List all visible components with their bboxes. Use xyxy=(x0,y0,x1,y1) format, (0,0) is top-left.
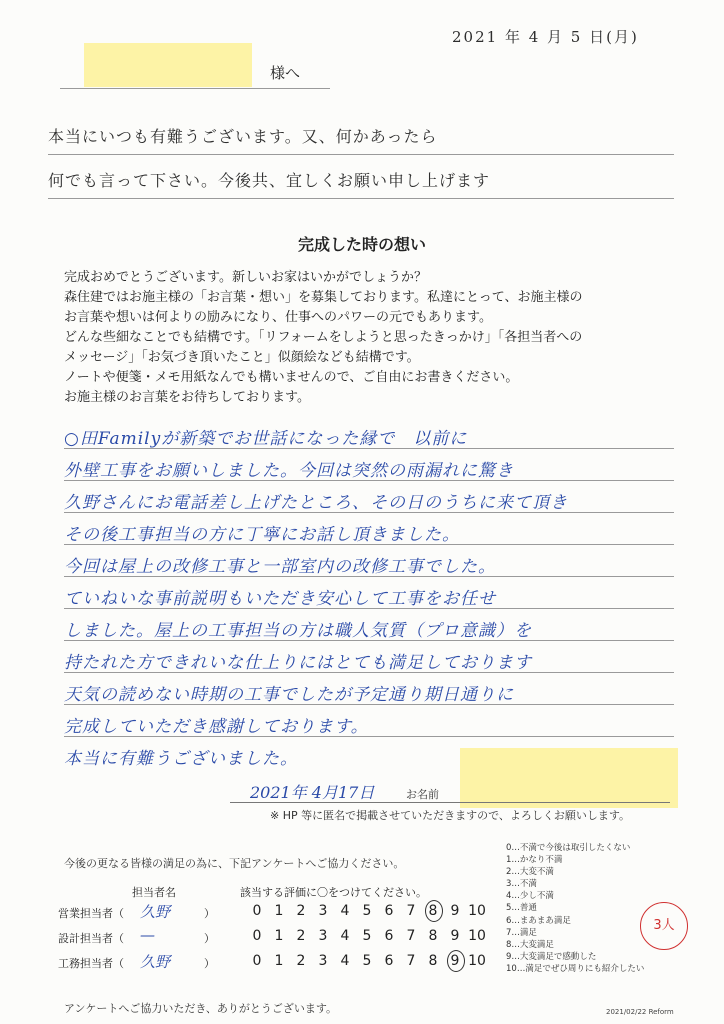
rule-line xyxy=(48,198,674,199)
survey-row xyxy=(58,903,486,925)
legend-item: 6…まあまあ満足 xyxy=(506,915,571,926)
score-option[interactable]: 4 xyxy=(340,953,350,969)
signature-name-redaction xyxy=(460,748,678,808)
rule-line xyxy=(48,154,674,155)
legend-item: 8…大変満足 xyxy=(506,939,554,950)
paragraph-line: ノートや便箋・メモ用紙なんでも構いませんので、ご自由にお書きください。 xyxy=(64,370,519,385)
score-option[interactable]: 3 xyxy=(318,953,328,969)
score-option[interactable]: 4 xyxy=(340,928,350,944)
score-option[interactable]: 7 xyxy=(406,953,416,969)
message-line: ○田Familyが新築でお世話になった縁で 以前に xyxy=(64,429,468,449)
score-scale xyxy=(246,928,488,944)
recipient-underline xyxy=(60,88,330,89)
score-option[interactable]: 2 xyxy=(296,953,306,969)
recipient-name-redaction xyxy=(84,43,252,87)
score-option[interactable]: 6 xyxy=(384,953,394,969)
score-option[interactable]: 7 xyxy=(406,903,416,919)
score-option[interactable]: 9 xyxy=(450,928,460,944)
score-option[interactable]: 8 xyxy=(428,928,438,944)
score-option[interactable]: 5 xyxy=(362,903,372,919)
score-option[interactable]: 6 xyxy=(384,903,394,919)
intro-line-2: 何でも言って下さい。今後共、宜しくお願い申し上げます xyxy=(48,171,491,190)
score-option[interactable]: 2 xyxy=(296,903,306,919)
paragraph-line: お言葉や想いは何よりの励みになり、仕事へのパワーの元でもあります。 xyxy=(64,310,492,325)
message-line: 外壁工事をお願いしました。今回は突然の雨漏れに驚き xyxy=(64,461,514,481)
survey-col-eval: 該当する評価に〇をつけてください。 xyxy=(240,886,427,899)
score-option[interactable]: 1 xyxy=(274,953,284,969)
message-line: しました。屋上の工事担当の方は職人気質（プロ意識）を xyxy=(64,621,532,641)
score-option[interactable]: 1 xyxy=(274,928,284,944)
signature-name-label: お名前 xyxy=(406,788,439,801)
message-line: 本当に有難うございました。 xyxy=(64,749,298,769)
signature-date: 2021年 4月17日 xyxy=(250,783,375,802)
score-option-selected[interactable]: 8 xyxy=(422,903,444,919)
score-option[interactable]: 0 xyxy=(252,928,262,944)
legend-item: 3…不満 xyxy=(506,879,537,890)
paragraph-line: お施主様のお言葉をお待ちしております。 xyxy=(64,390,310,405)
signature-underline xyxy=(230,802,670,803)
survey-row xyxy=(58,953,486,975)
message-line: その後工事担当の方に丁寧にお話し頂きました。 xyxy=(64,525,460,545)
legend-item: 7…満足 xyxy=(506,927,537,938)
instruction-paragraph xyxy=(64,268,674,408)
score-option[interactable]: 7 xyxy=(406,928,416,944)
staff-name: — xyxy=(140,926,155,944)
score-option-selected[interactable]: 9 xyxy=(444,953,466,969)
legend-item: 0…不満で今後は取引したくない xyxy=(506,843,631,853)
paragraph-line: 森住建ではお施主様の「お言葉・想い」を募集しております。私達にとって、お施主様の xyxy=(64,290,583,305)
score-option[interactable]: 0 xyxy=(252,953,262,969)
score-option[interactable]: 6 xyxy=(384,928,394,944)
message-line: ていねいな事前説明もいただき安心して工事をお任せ xyxy=(64,589,496,609)
score-scale xyxy=(246,903,488,919)
role-label: 工務担当者（ xyxy=(58,957,124,970)
legend-item: 2…大変不満 xyxy=(506,867,554,878)
intro-line-1: 本当にいつも有難うございます。又、何かあったら xyxy=(48,127,438,146)
score-option[interactable]: 5 xyxy=(362,953,372,969)
score-option[interactable]: 10 xyxy=(468,903,486,919)
red-stamp: 3人 xyxy=(640,902,688,950)
role-close-paren: ） xyxy=(204,957,215,970)
legend-item: 9…大変満足で感動した xyxy=(506,951,597,962)
form-code: 2021/02/22 Reform xyxy=(606,1008,674,1016)
survey-row xyxy=(58,926,486,950)
paragraph-line: どんな些細なことでも結構です。「リフォームをしようと思ったきっかけ」「各担当者への xyxy=(64,330,583,345)
score-option[interactable]: 10 xyxy=(468,928,486,944)
role-close-paren: ） xyxy=(204,907,215,920)
message-line: 今回は屋上の改修工事と一部室内の改修工事でした。 xyxy=(64,557,496,577)
score-option[interactable]: 0 xyxy=(252,903,262,919)
score-option[interactable]: 10 xyxy=(468,953,486,969)
legend-item: 10…満足でぜひ周りにも紹介したい xyxy=(506,963,645,974)
score-scale xyxy=(246,953,488,969)
legend-item: 5…普通 xyxy=(506,903,537,914)
staff-name: 久野 xyxy=(140,953,171,971)
role-label: 営業担当者（ xyxy=(58,907,124,920)
paragraph-line: 完成おめでとうございます。新しいお家はいかがでしょうか？ xyxy=(64,270,427,285)
score-option[interactable]: 8 xyxy=(428,953,438,969)
legend-item: 1…かなり不満 xyxy=(506,855,563,866)
staff-name: 久野 xyxy=(140,903,171,921)
anonymity-note: ※ HP 等に匿名で掲載させていただきますので、よろしくお願いします。 xyxy=(270,809,631,822)
legend-item: 4…少し不満 xyxy=(506,891,554,902)
message-line: 久野さんにお電話差し上げたところ、その日のうちに来て頂き xyxy=(64,493,568,513)
score-option[interactable]: 3 xyxy=(318,903,328,919)
score-option[interactable]: 9 xyxy=(450,903,460,919)
score-option[interactable]: 3 xyxy=(318,928,328,944)
score-option[interactable]: 2 xyxy=(296,928,306,944)
score-option[interactable]: 5 xyxy=(362,928,372,944)
role-label: 設計担当者（ xyxy=(58,932,124,945)
message-line: 完成していただき感謝しております。 xyxy=(64,717,369,737)
signature-row xyxy=(230,780,690,804)
message-line: 持たれた方できれいな仕上りにはとても満足しております xyxy=(64,653,532,673)
score-option[interactable]: 1 xyxy=(274,903,284,919)
written-date: 2021 年 4 月 5 日(月) xyxy=(452,28,639,46)
survey-footer: アンケートへご協力いただき、ありがとうございます。 xyxy=(64,1002,338,1015)
message-line: 天気の読めない時期の工事でしたが予定通り期日通りに xyxy=(64,685,514,705)
score-option[interactable]: 4 xyxy=(340,903,350,919)
paragraph-line: メッセージ」「お気づき頂いたこと」似顔絵なども結構です。 xyxy=(64,350,420,365)
survey-heading: 今後の更なる皆様の満足の為に、下記アンケートへご協力ください。 xyxy=(64,857,405,870)
section-title: 完成した時の想い xyxy=(297,235,426,254)
recipient-suffix: 様へ xyxy=(270,64,301,82)
survey-col-person: 担当者名 xyxy=(132,886,176,899)
role-close-paren: ） xyxy=(204,932,215,945)
